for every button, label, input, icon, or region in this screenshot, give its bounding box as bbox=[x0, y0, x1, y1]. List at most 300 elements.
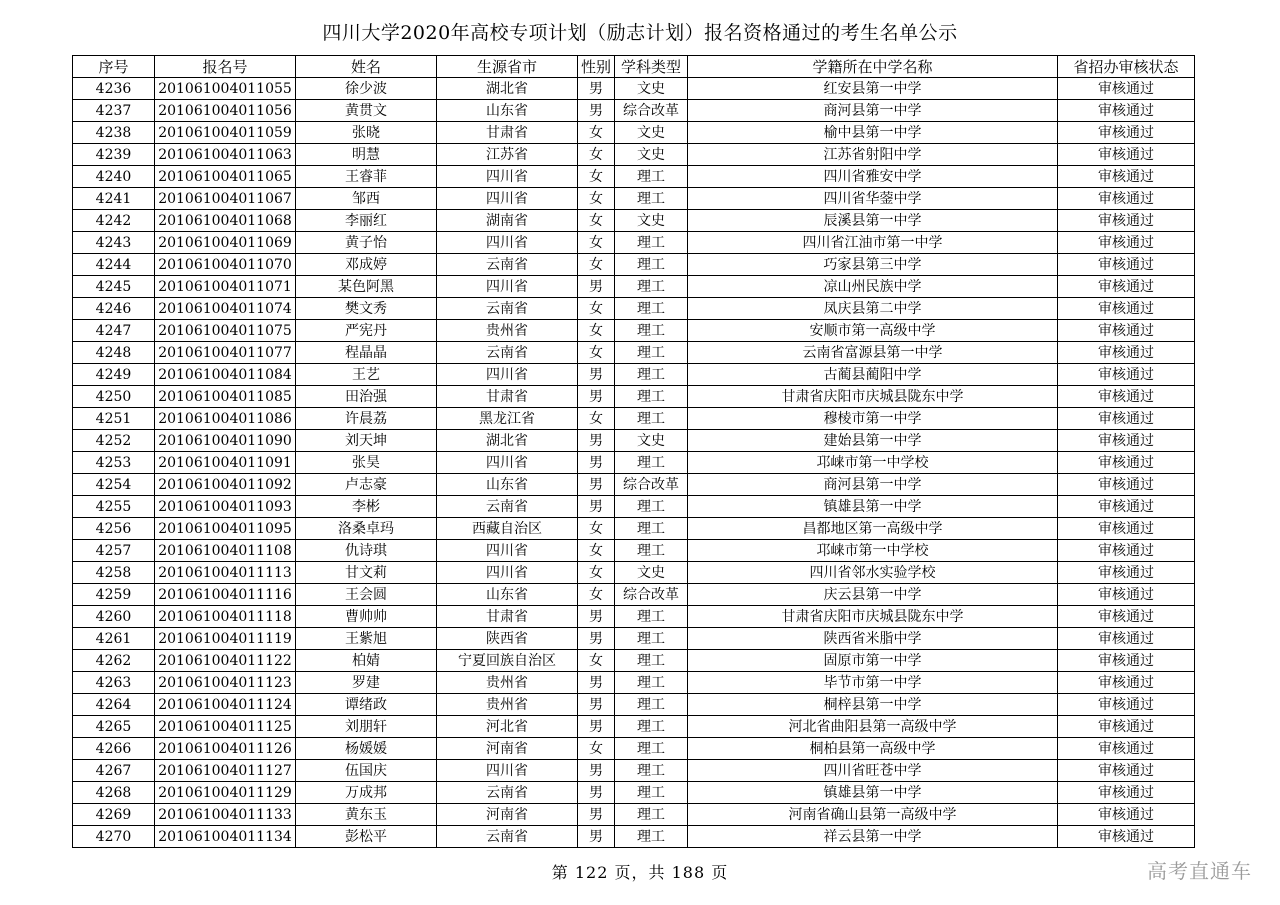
cell-index: 4270 bbox=[73, 826, 155, 848]
cell-gender: 男 bbox=[578, 430, 615, 452]
cell-index: 4238 bbox=[73, 122, 155, 144]
cell-school: 商河县第一中学 bbox=[688, 474, 1058, 496]
cell-province: 湖北省 bbox=[437, 78, 578, 100]
cell-province: 陕西省 bbox=[437, 628, 578, 650]
cell-gender: 男 bbox=[578, 452, 615, 474]
table-row bbox=[73, 254, 1195, 276]
cell-school: 河南省确山县第一高级中学 bbox=[688, 804, 1058, 826]
cell-registration-no: 201061004011116 bbox=[155, 584, 296, 606]
cell-province: 宁夏回族自治区 bbox=[437, 650, 578, 672]
cell-index: 4265 bbox=[73, 716, 155, 738]
cell-name: 刘朋轩 bbox=[296, 716, 437, 738]
cell-gender: 男 bbox=[578, 276, 615, 298]
cell-registration-no: 201061004011075 bbox=[155, 320, 296, 342]
cell-review-status: 审核通过 bbox=[1058, 650, 1195, 672]
cell-registration-no: 201061004011063 bbox=[155, 144, 296, 166]
table-row bbox=[73, 298, 1195, 320]
cell-name: 杨媛媛 bbox=[296, 738, 437, 760]
cell-gender: 女 bbox=[578, 540, 615, 562]
table-row bbox=[73, 210, 1195, 232]
cell-province: 贵州省 bbox=[437, 694, 578, 716]
table-row bbox=[73, 496, 1195, 518]
cell-subject-type: 理工 bbox=[615, 298, 688, 320]
cell-name: 伍国庆 bbox=[296, 760, 437, 782]
cell-registration-no: 201061004011084 bbox=[155, 364, 296, 386]
cell-registration-no: 201061004011069 bbox=[155, 232, 296, 254]
table-body bbox=[73, 78, 1195, 848]
cell-registration-no: 201061004011086 bbox=[155, 408, 296, 430]
cell-gender: 男 bbox=[578, 716, 615, 738]
cell-subject-type: 文史 bbox=[615, 122, 688, 144]
cell-registration-no: 201061004011113 bbox=[155, 562, 296, 584]
cell-name: 彭松平 bbox=[296, 826, 437, 848]
cell-gender: 女 bbox=[578, 144, 615, 166]
header-cell-name: 姓名 bbox=[296, 56, 437, 78]
cell-gender: 女 bbox=[578, 320, 615, 342]
header-cell-review-status: 省招办审核状态 bbox=[1058, 56, 1195, 78]
cell-subject-type: 文史 bbox=[615, 144, 688, 166]
cell-review-status: 审核通过 bbox=[1058, 386, 1195, 408]
cell-subject-type: 理工 bbox=[615, 342, 688, 364]
page-title: 四川大学2020年高校专项计划（励志计划）报名资格通过的考生名单公示 bbox=[322, 22, 958, 44]
cell-province: 四川省 bbox=[437, 232, 578, 254]
cell-gender: 男 bbox=[578, 496, 615, 518]
cell-review-status: 审核通过 bbox=[1058, 78, 1195, 100]
cell-review-status: 审核通过 bbox=[1058, 254, 1195, 276]
cell-registration-no: 201061004011092 bbox=[155, 474, 296, 496]
candidate-table bbox=[72, 55, 1195, 848]
header-cell-province: 生源省市 bbox=[437, 56, 578, 78]
cell-name: 万成邦 bbox=[296, 782, 437, 804]
cell-province: 云南省 bbox=[437, 254, 578, 276]
cell-subject-type: 理工 bbox=[615, 672, 688, 694]
cell-school: 四川省邻水实验学校 bbox=[688, 562, 1058, 584]
cell-province: 云南省 bbox=[437, 826, 578, 848]
cell-province: 云南省 bbox=[437, 496, 578, 518]
table-row bbox=[73, 540, 1195, 562]
cell-registration-no: 201061004011095 bbox=[155, 518, 296, 540]
cell-index: 4268 bbox=[73, 782, 155, 804]
cell-province: 云南省 bbox=[437, 342, 578, 364]
cell-subject-type: 综合改革 bbox=[615, 100, 688, 122]
table-row bbox=[73, 474, 1195, 496]
cell-review-status: 审核通过 bbox=[1058, 364, 1195, 386]
cell-index: 4240 bbox=[73, 166, 155, 188]
cell-registration-no: 201061004011134 bbox=[155, 826, 296, 848]
table-row bbox=[73, 452, 1195, 474]
cell-index: 4258 bbox=[73, 562, 155, 584]
cell-province: 山东省 bbox=[437, 100, 578, 122]
cell-registration-no: 201061004011074 bbox=[155, 298, 296, 320]
cell-registration-no: 201061004011056 bbox=[155, 100, 296, 122]
cell-review-status: 审核通过 bbox=[1058, 342, 1195, 364]
cell-review-status: 审核通过 bbox=[1058, 430, 1195, 452]
table-row bbox=[73, 122, 1195, 144]
cell-registration-no: 201061004011055 bbox=[155, 78, 296, 100]
table-row bbox=[73, 166, 1195, 188]
cell-province: 湖北省 bbox=[437, 430, 578, 452]
cell-gender: 女 bbox=[578, 298, 615, 320]
cell-school: 古蔺县蔺阳中学 bbox=[688, 364, 1058, 386]
cell-registration-no: 201061004011127 bbox=[155, 760, 296, 782]
cell-gender: 女 bbox=[578, 122, 615, 144]
cell-index: 4269 bbox=[73, 804, 155, 826]
cell-province: 四川省 bbox=[437, 276, 578, 298]
cell-review-status: 审核通过 bbox=[1058, 100, 1195, 122]
cell-school: 镇雄县第一中学 bbox=[688, 496, 1058, 518]
cell-gender: 男 bbox=[578, 78, 615, 100]
cell-subject-type: 理工 bbox=[615, 518, 688, 540]
cell-name: 王睿菲 bbox=[296, 166, 437, 188]
cell-gender: 女 bbox=[578, 518, 615, 540]
cell-gender: 男 bbox=[578, 760, 615, 782]
cell-review-status: 审核通过 bbox=[1058, 826, 1195, 848]
watermark: 高考直通车 bbox=[1147, 859, 1252, 883]
cell-gender: 女 bbox=[578, 342, 615, 364]
cell-province: 四川省 bbox=[437, 540, 578, 562]
table-header-row bbox=[73, 56, 1195, 78]
cell-registration-no: 201061004011124 bbox=[155, 694, 296, 716]
cell-school: 商河县第一中学 bbox=[688, 100, 1058, 122]
table-row bbox=[73, 364, 1195, 386]
cell-name: 某色阿黑 bbox=[296, 276, 437, 298]
cell-gender: 男 bbox=[578, 100, 615, 122]
table-row bbox=[73, 672, 1195, 694]
cell-registration-no: 201061004011068 bbox=[155, 210, 296, 232]
cell-subject-type: 文史 bbox=[615, 210, 688, 232]
cell-name: 仇诗琪 bbox=[296, 540, 437, 562]
cell-province: 贵州省 bbox=[437, 672, 578, 694]
cell-province: 河北省 bbox=[437, 716, 578, 738]
cell-school: 固原市第一中学 bbox=[688, 650, 1058, 672]
cell-school: 甘肃省庆阳市庆城县陇东中学 bbox=[688, 386, 1058, 408]
table-row bbox=[73, 826, 1195, 848]
cell-province: 四川省 bbox=[437, 452, 578, 474]
cell-gender: 女 bbox=[578, 738, 615, 760]
header-cell-school: 学籍所在中学名称 bbox=[688, 56, 1058, 78]
cell-province: 四川省 bbox=[437, 562, 578, 584]
cell-review-status: 审核通过 bbox=[1058, 122, 1195, 144]
cell-registration-no: 201061004011118 bbox=[155, 606, 296, 628]
cell-name: 程晶晶 bbox=[296, 342, 437, 364]
cell-index: 4246 bbox=[73, 298, 155, 320]
cell-name: 黄贯文 bbox=[296, 100, 437, 122]
cell-registration-no: 201061004011071 bbox=[155, 276, 296, 298]
table-row bbox=[73, 650, 1195, 672]
cell-province: 四川省 bbox=[437, 188, 578, 210]
cell-index: 4251 bbox=[73, 408, 155, 430]
cell-school: 四川省江油市第一中学 bbox=[688, 232, 1058, 254]
cell-name: 邹西 bbox=[296, 188, 437, 210]
cell-name: 卢志豪 bbox=[296, 474, 437, 496]
cell-name: 严宪丹 bbox=[296, 320, 437, 342]
page-footer: 第 122 页，共 188 页 bbox=[551, 863, 729, 882]
cell-subject-type: 理工 bbox=[615, 496, 688, 518]
cell-index: 4237 bbox=[73, 100, 155, 122]
cell-school: 桐柏县第一高级中学 bbox=[688, 738, 1058, 760]
table-row bbox=[73, 716, 1195, 738]
cell-review-status: 审核通过 bbox=[1058, 276, 1195, 298]
cell-gender: 女 bbox=[578, 188, 615, 210]
table-row bbox=[73, 694, 1195, 716]
cell-review-status: 审核通过 bbox=[1058, 628, 1195, 650]
table-row bbox=[73, 276, 1195, 298]
cell-school: 陕西省米脂中学 bbox=[688, 628, 1058, 650]
cell-school: 祥云县第一中学 bbox=[688, 826, 1058, 848]
cell-subject-type: 理工 bbox=[615, 232, 688, 254]
cell-review-status: 审核通过 bbox=[1058, 496, 1195, 518]
cell-index: 4260 bbox=[73, 606, 155, 628]
cell-gender: 男 bbox=[578, 364, 615, 386]
cell-province: 河南省 bbox=[437, 804, 578, 826]
cell-name: 李丽红 bbox=[296, 210, 437, 232]
cell-name: 柏婧 bbox=[296, 650, 437, 672]
header-cell-registration-no: 报名号 bbox=[155, 56, 296, 78]
cell-school: 邛崃市第一中学校 bbox=[688, 540, 1058, 562]
cell-school: 桐梓县第一中学 bbox=[688, 694, 1058, 716]
cell-registration-no: 201061004011126 bbox=[155, 738, 296, 760]
cell-subject-type: 理工 bbox=[615, 694, 688, 716]
cell-subject-type: 理工 bbox=[615, 650, 688, 672]
table-row bbox=[73, 320, 1195, 342]
cell-index: 4253 bbox=[73, 452, 155, 474]
cell-index: 4257 bbox=[73, 540, 155, 562]
table-row bbox=[73, 760, 1195, 782]
cell-review-status: 审核通过 bbox=[1058, 562, 1195, 584]
cell-subject-type: 理工 bbox=[615, 386, 688, 408]
cell-review-status: 审核通过 bbox=[1058, 672, 1195, 694]
table-row bbox=[73, 606, 1195, 628]
cell-school: 凤庆县第二中学 bbox=[688, 298, 1058, 320]
cell-registration-no: 201061004011122 bbox=[155, 650, 296, 672]
table-row bbox=[73, 144, 1195, 166]
cell-school: 红安县第一中学 bbox=[688, 78, 1058, 100]
cell-gender: 男 bbox=[578, 474, 615, 496]
cell-registration-no: 201061004011093 bbox=[155, 496, 296, 518]
cell-review-status: 审核通过 bbox=[1058, 518, 1195, 540]
cell-school: 四川省华蓥中学 bbox=[688, 188, 1058, 210]
cell-index: 4254 bbox=[73, 474, 155, 496]
cell-subject-type: 综合改革 bbox=[615, 474, 688, 496]
cell-school: 四川省旺苍中学 bbox=[688, 760, 1058, 782]
cell-name: 洛桑卓玛 bbox=[296, 518, 437, 540]
cell-school: 巧家县第三中学 bbox=[688, 254, 1058, 276]
cell-review-status: 审核通过 bbox=[1058, 144, 1195, 166]
table-row bbox=[73, 562, 1195, 584]
table-row bbox=[73, 804, 1195, 826]
cell-index: 4248 bbox=[73, 342, 155, 364]
cell-review-status: 审核通过 bbox=[1058, 782, 1195, 804]
cell-province: 四川省 bbox=[437, 760, 578, 782]
cell-school: 镇雄县第一中学 bbox=[688, 782, 1058, 804]
cell-province: 黑龙江省 bbox=[437, 408, 578, 430]
cell-gender: 女 bbox=[578, 210, 615, 232]
cell-name: 刘天坤 bbox=[296, 430, 437, 452]
table-row bbox=[73, 408, 1195, 430]
cell-school: 江苏省射阳中学 bbox=[688, 144, 1058, 166]
cell-review-status: 审核通过 bbox=[1058, 804, 1195, 826]
cell-subject-type: 文史 bbox=[615, 562, 688, 584]
cell-index: 4239 bbox=[73, 144, 155, 166]
cell-subject-type: 理工 bbox=[615, 166, 688, 188]
cell-subject-type: 理工 bbox=[615, 738, 688, 760]
table-row bbox=[73, 738, 1195, 760]
cell-subject-type: 理工 bbox=[615, 760, 688, 782]
cell-name: 樊文秀 bbox=[296, 298, 437, 320]
table-row bbox=[73, 430, 1195, 452]
cell-index: 4252 bbox=[73, 430, 155, 452]
cell-index: 4244 bbox=[73, 254, 155, 276]
cell-name: 曹帅帅 bbox=[296, 606, 437, 628]
cell-subject-type: 理工 bbox=[615, 452, 688, 474]
cell-name: 李彬 bbox=[296, 496, 437, 518]
cell-review-status: 审核通过 bbox=[1058, 694, 1195, 716]
cell-subject-type: 理工 bbox=[615, 628, 688, 650]
cell-school: 云南省富源县第一中学 bbox=[688, 342, 1058, 364]
cell-registration-no: 201061004011123 bbox=[155, 672, 296, 694]
cell-review-status: 审核通过 bbox=[1058, 452, 1195, 474]
table-row bbox=[73, 782, 1195, 804]
cell-review-status: 审核通过 bbox=[1058, 716, 1195, 738]
cell-gender: 女 bbox=[578, 232, 615, 254]
cell-review-status: 审核通过 bbox=[1058, 166, 1195, 188]
cell-name: 张晓 bbox=[296, 122, 437, 144]
cell-gender: 男 bbox=[578, 606, 615, 628]
table-row bbox=[73, 628, 1195, 650]
table-row bbox=[73, 342, 1195, 364]
cell-school: 穆棱市第一中学 bbox=[688, 408, 1058, 430]
cell-index: 4264 bbox=[73, 694, 155, 716]
cell-name: 王会圆 bbox=[296, 584, 437, 606]
cell-gender: 女 bbox=[578, 254, 615, 276]
cell-province: 贵州省 bbox=[437, 320, 578, 342]
header-cell-subject-type: 学科类型 bbox=[615, 56, 688, 78]
cell-registration-no: 201061004011090 bbox=[155, 430, 296, 452]
cell-name: 黄子怡 bbox=[296, 232, 437, 254]
table-row bbox=[73, 386, 1195, 408]
cell-province: 甘肃省 bbox=[437, 386, 578, 408]
cell-review-status: 审核通过 bbox=[1058, 408, 1195, 430]
cell-name: 许晨荔 bbox=[296, 408, 437, 430]
cell-subject-type: 理工 bbox=[615, 540, 688, 562]
cell-review-status: 审核通过 bbox=[1058, 540, 1195, 562]
cell-school: 辰溪县第一中学 bbox=[688, 210, 1058, 232]
cell-school: 昌都地区第一高级中学 bbox=[688, 518, 1058, 540]
cell-name: 甘文莉 bbox=[296, 562, 437, 584]
cell-gender: 女 bbox=[578, 650, 615, 672]
cell-index: 4256 bbox=[73, 518, 155, 540]
cell-name: 王紫旭 bbox=[296, 628, 437, 650]
cell-school: 四川省雅安中学 bbox=[688, 166, 1058, 188]
cell-gender: 男 bbox=[578, 628, 615, 650]
cell-subject-type: 理工 bbox=[615, 408, 688, 430]
cell-province: 四川省 bbox=[437, 166, 578, 188]
cell-index: 4263 bbox=[73, 672, 155, 694]
cell-name: 谭绪政 bbox=[296, 694, 437, 716]
cell-province: 山东省 bbox=[437, 474, 578, 496]
cell-subject-type: 综合改革 bbox=[615, 584, 688, 606]
cell-name: 徐少波 bbox=[296, 78, 437, 100]
cell-school: 凉山州民族中学 bbox=[688, 276, 1058, 298]
cell-school: 甘肃省庆阳市庆城县陇东中学 bbox=[688, 606, 1058, 628]
cell-review-status: 审核通过 bbox=[1058, 606, 1195, 628]
cell-review-status: 审核通过 bbox=[1058, 738, 1195, 760]
cell-registration-no: 201061004011091 bbox=[155, 452, 296, 474]
cell-name: 邓成婷 bbox=[296, 254, 437, 276]
table-row bbox=[73, 188, 1195, 210]
cell-name: 明慧 bbox=[296, 144, 437, 166]
cell-province: 四川省 bbox=[437, 364, 578, 386]
cell-review-status: 审核通过 bbox=[1058, 232, 1195, 254]
cell-school: 河北省曲阳县第一高级中学 bbox=[688, 716, 1058, 738]
cell-index: 4266 bbox=[73, 738, 155, 760]
cell-review-status: 审核通过 bbox=[1058, 474, 1195, 496]
cell-subject-type: 理工 bbox=[615, 254, 688, 276]
cell-gender: 女 bbox=[578, 584, 615, 606]
cell-gender: 男 bbox=[578, 826, 615, 848]
header-cell-gender: 性别 bbox=[578, 56, 615, 78]
cell-index: 4241 bbox=[73, 188, 155, 210]
cell-subject-type: 理工 bbox=[615, 782, 688, 804]
cell-review-status: 审核通过 bbox=[1058, 584, 1195, 606]
cell-index: 4259 bbox=[73, 584, 155, 606]
table-row bbox=[73, 518, 1195, 540]
cell-registration-no: 201061004011059 bbox=[155, 122, 296, 144]
cell-registration-no: 201061004011125 bbox=[155, 716, 296, 738]
cell-name: 张昊 bbox=[296, 452, 437, 474]
cell-province: 河南省 bbox=[437, 738, 578, 760]
cell-gender: 男 bbox=[578, 672, 615, 694]
cell-name: 罗建 bbox=[296, 672, 437, 694]
cell-name: 田治强 bbox=[296, 386, 437, 408]
cell-subject-type: 理工 bbox=[615, 188, 688, 210]
cell-index: 4255 bbox=[73, 496, 155, 518]
cell-gender: 女 bbox=[578, 166, 615, 188]
cell-gender: 男 bbox=[578, 804, 615, 826]
cell-province: 湖南省 bbox=[437, 210, 578, 232]
cell-school: 庆云县第一中学 bbox=[688, 584, 1058, 606]
cell-school: 安顺市第一高级中学 bbox=[688, 320, 1058, 342]
cell-school: 毕节市第一中学 bbox=[688, 672, 1058, 694]
cell-subject-type: 理工 bbox=[615, 826, 688, 848]
cell-province: 江苏省 bbox=[437, 144, 578, 166]
cell-subject-type: 文史 bbox=[615, 78, 688, 100]
cell-registration-no: 201061004011070 bbox=[155, 254, 296, 276]
cell-subject-type: 理工 bbox=[615, 364, 688, 386]
cell-gender: 男 bbox=[578, 386, 615, 408]
cell-registration-no: 201061004011065 bbox=[155, 166, 296, 188]
cell-province: 山东省 bbox=[437, 584, 578, 606]
cell-school: 榆中县第一中学 bbox=[688, 122, 1058, 144]
cell-province: 甘肃省 bbox=[437, 606, 578, 628]
cell-subject-type: 理工 bbox=[615, 606, 688, 628]
cell-review-status: 审核通过 bbox=[1058, 320, 1195, 342]
cell-province: 西藏自治区 bbox=[437, 518, 578, 540]
cell-index: 4261 bbox=[73, 628, 155, 650]
cell-index: 4243 bbox=[73, 232, 155, 254]
cell-registration-no: 201061004011067 bbox=[155, 188, 296, 210]
cell-gender: 女 bbox=[578, 408, 615, 430]
cell-gender: 男 bbox=[578, 782, 615, 804]
cell-name: 王艺 bbox=[296, 364, 437, 386]
cell-registration-no: 201061004011077 bbox=[155, 342, 296, 364]
cell-index: 4267 bbox=[73, 760, 155, 782]
cell-gender: 男 bbox=[578, 694, 615, 716]
cell-index: 4236 bbox=[73, 78, 155, 100]
table-row bbox=[73, 100, 1195, 122]
cell-name: 黄东玉 bbox=[296, 804, 437, 826]
cell-province: 云南省 bbox=[437, 298, 578, 320]
